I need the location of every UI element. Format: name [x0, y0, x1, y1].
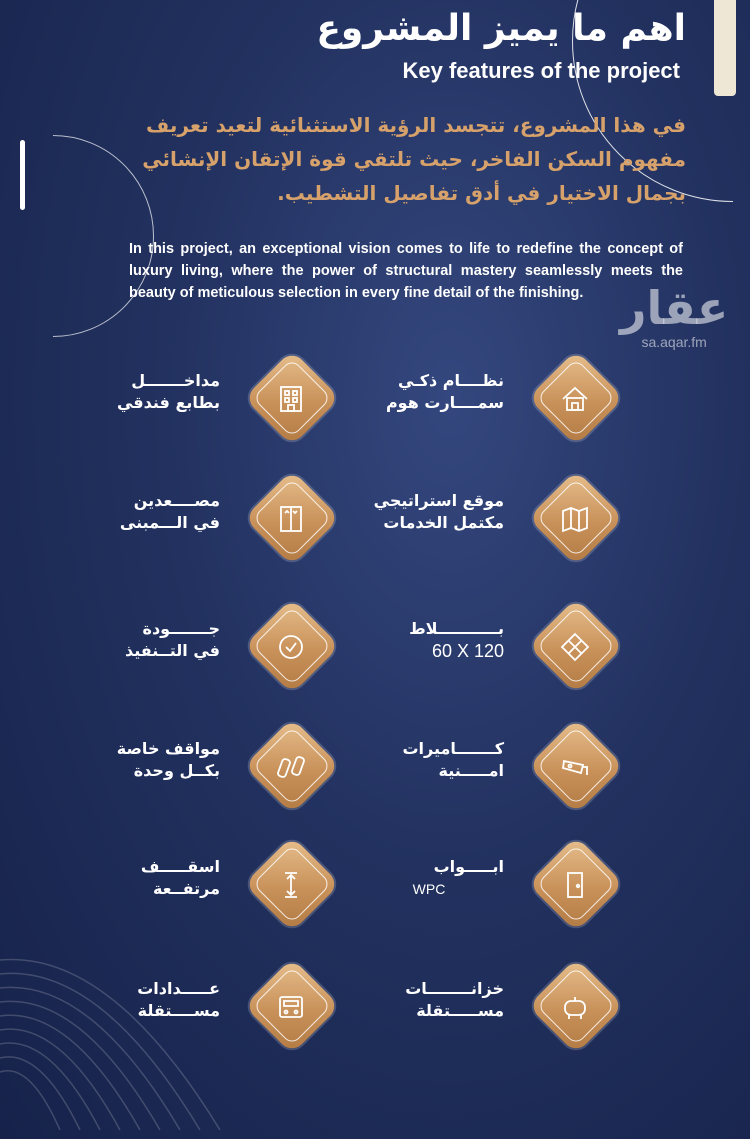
intro-paragraph-english: In this project, an exceptional vision comes to life to redefine the concept of luxury living, where the power of structural mastery seamlessly meets the beauty of meticulous selection in every fine detail of the finishing. — [129, 241, 683, 301]
security-camera-icon — [559, 751, 591, 783]
feature-line1: مواقف خاصة — [116, 739, 220, 758]
hotel-building-icon — [275, 383, 307, 415]
quality-badge-icon — [275, 631, 307, 663]
feature-doors — [350, 850, 610, 930]
door-icon — [559, 869, 591, 901]
feature-security-cameras — [350, 732, 610, 812]
watermark-logo: عقار — [620, 281, 729, 335]
intro-paragraph-arabic: في هذا المشروع، تتجسد الرؤية الاستثنائية لتعيد تعريف مفهوم السكن الفاخر، حيث تلتقي قوة الإتقان الإنشائي بجمال الاختيار في أدق تفاصيل التشطيب. — [142, 113, 686, 205]
feature-line1: مصــــعدين — [133, 491, 220, 510]
page-title-english: Key features of the project — [402, 58, 680, 83]
elevator-icon — [275, 503, 307, 535]
page-title-arabic: اهم ما يميز المشروع — [316, 8, 686, 49]
feature-line1: بـــــــــــلاط — [409, 619, 504, 638]
meter-icon — [275, 991, 307, 1023]
feature-line1: اسقـــــف — [140, 857, 220, 876]
feature-line2: مرتفــعة — [152, 879, 220, 898]
feature-quality — [66, 612, 326, 692]
feature-line1: موقع استراتيجي — [373, 491, 504, 510]
feature-line1: خزانــــــــات — [405, 979, 504, 998]
feature-line2: سمــــارت هوم — [385, 393, 504, 412]
smart-home-icon — [559, 383, 591, 415]
feature-line1: مداخـــــــل — [131, 371, 220, 390]
feature-smart-home — [350, 364, 610, 444]
watermark-url: sa.aqar.fm — [641, 334, 707, 350]
feature-line2: بكــل وحدة — [133, 761, 220, 780]
feature-line2: مســــتقلة — [137, 1001, 220, 1020]
feature-line2: بطابع فندقي — [116, 393, 220, 412]
feature-strategic-location — [350, 484, 610, 564]
feature-line2: في التــنفيذ — [124, 641, 220, 660]
water-tank-icon — [559, 991, 591, 1023]
feature-line1: كـــــــاميرات — [402, 739, 504, 758]
aqar-watermark — [620, 282, 728, 350]
feature-line1: ابـــــواب — [433, 857, 504, 876]
feature-line1: نظــــام ذكـي — [398, 371, 504, 390]
feature-line2: امـــــنية — [438, 761, 504, 780]
feature-private-parking — [66, 732, 326, 812]
feature-high-ceilings — [66, 850, 326, 930]
tiles-icon — [559, 631, 591, 663]
feature-line2: مســـــتقلة — [416, 1001, 504, 1020]
corner-tab — [714, 0, 736, 96]
scroll-indicator[interactable] — [20, 140, 25, 210]
feature-elevators — [66, 484, 326, 564]
feature-line1: عـــــدادات — [137, 979, 220, 998]
feature-line2: WPC — [412, 881, 446, 897]
feature-line2: في الـــمبنى — [119, 513, 220, 532]
feature-line2: 60 X 120 — [431, 641, 504, 661]
map-location-icon — [559, 503, 591, 535]
parking-cars-icon — [275, 751, 307, 783]
feature-hotel-entrances — [66, 364, 326, 444]
feature-line2: مكتمل الخدمات — [383, 513, 504, 532]
feature-meters — [66, 972, 326, 1052]
feature-tiles — [350, 612, 610, 692]
high-ceiling-icon — [275, 869, 307, 901]
feature-line1: جـــــــودة — [142, 619, 220, 638]
feature-water-tanks — [350, 972, 610, 1052]
